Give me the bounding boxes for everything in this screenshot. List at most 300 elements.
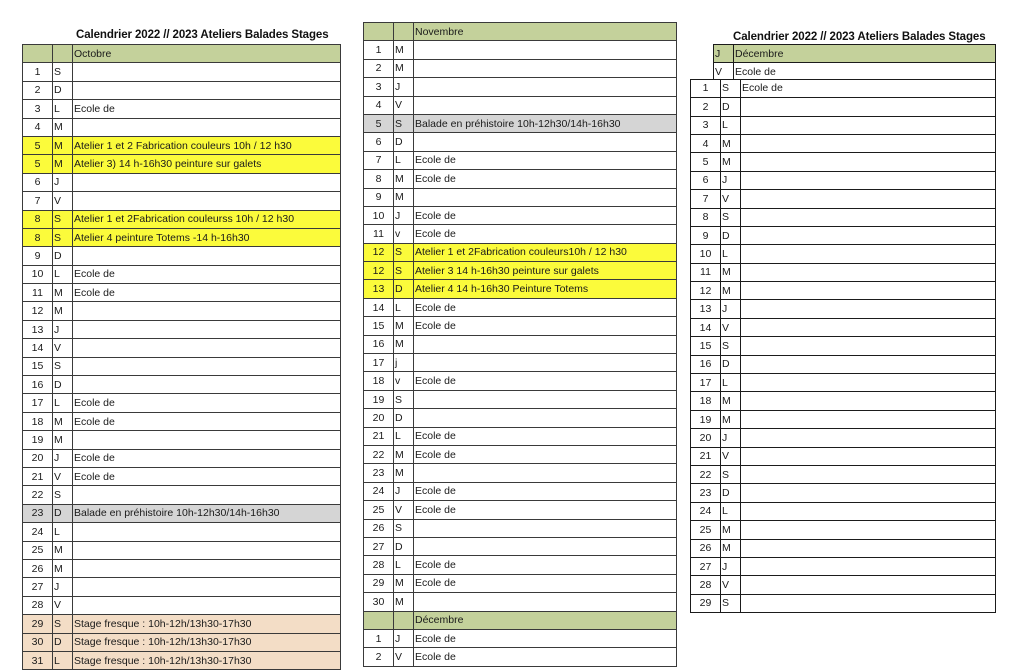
weekday-letter: S <box>721 79 741 97</box>
calendar-row <box>691 134 996 152</box>
event-text <box>741 466 996 484</box>
calendar-row <box>23 541 341 559</box>
weekday-letter: J <box>394 206 414 224</box>
event-text <box>73 320 341 338</box>
event-text <box>741 263 996 281</box>
novembre-rows <box>364 23 677 667</box>
calendar-row <box>23 376 341 394</box>
weekday-letter: M <box>53 302 73 320</box>
event-text: Ecole de <box>414 225 677 243</box>
weekday-letter: M <box>53 284 73 302</box>
day-number: 25 <box>364 501 394 519</box>
event-text <box>73 173 341 191</box>
day-number: 22 <box>364 445 394 463</box>
weekday-letter: L <box>53 651 73 669</box>
calendar-row <box>691 337 996 355</box>
day-number: 27 <box>691 557 721 575</box>
day-number: 24 <box>691 502 721 520</box>
weekday-letter: M <box>53 155 73 173</box>
weekday-letter: M <box>721 392 741 410</box>
day-number: 27 <box>364 537 394 555</box>
weekday-letter: L <box>721 502 741 520</box>
weekday-letter: M <box>394 41 414 59</box>
day-number: 13 <box>23 320 53 338</box>
month-header-row <box>23 45 341 63</box>
event-text: Ecole de <box>73 100 341 118</box>
event-text <box>741 355 996 373</box>
day-number: 12 <box>364 262 394 280</box>
event-text: Atelier 3 14 h-16h30 peinture sur galets <box>414 262 677 280</box>
weekday-letter <box>53 45 73 63</box>
calendar-row <box>691 300 996 318</box>
octobre-grid <box>22 44 341 670</box>
day-number: 17 <box>364 354 394 372</box>
weekday-letter: D <box>394 537 414 555</box>
weekday-letter: M <box>53 431 73 449</box>
weekday-letter: L <box>53 265 73 283</box>
calendar-row <box>364 243 677 261</box>
calendar-row <box>364 519 677 537</box>
calendar-row <box>691 208 996 226</box>
event-text <box>741 282 996 300</box>
day-number: 26 <box>364 519 394 537</box>
calendar-row <box>364 317 677 335</box>
calendar-row <box>23 651 341 669</box>
day-number: 15 <box>23 357 53 375</box>
day-number: 8 <box>364 170 394 188</box>
day-number: 11 <box>23 284 53 302</box>
event-text <box>73 431 341 449</box>
calendar-table-novembre <box>363 22 677 667</box>
day-number: 9 <box>23 247 53 265</box>
weekday-letter: V <box>394 501 414 519</box>
event-text <box>73 81 341 99</box>
calendar-row <box>364 188 677 206</box>
calendar-row <box>23 100 341 118</box>
event-text <box>741 594 996 612</box>
day-number: 18 <box>23 412 53 430</box>
weekday-letter: D <box>721 355 741 373</box>
calendar-row <box>691 282 996 300</box>
day-number: 31 <box>23 651 53 669</box>
weekday-letter: M <box>721 153 741 171</box>
calendar-row <box>364 537 677 555</box>
event-text <box>73 247 341 265</box>
weekday-letter: J <box>714 45 734 63</box>
event-text <box>414 409 677 427</box>
calendar-row <box>23 431 341 449</box>
calendar-row <box>23 504 341 522</box>
calendar-row <box>364 629 677 647</box>
calendar-row <box>23 173 341 191</box>
weekday-letter: M <box>53 559 73 577</box>
event-text: Atelier 4 14 h-16h30 Peinture Totems <box>414 280 677 298</box>
calendar-row <box>364 409 677 427</box>
day-number: 23 <box>364 464 394 482</box>
weekday-letter: M <box>721 134 741 152</box>
day-number: 16 <box>23 376 53 394</box>
calendar-row <box>691 245 996 263</box>
calendar-row <box>364 574 677 592</box>
weekday-letter: S <box>394 262 414 280</box>
weekday-letter: V <box>53 339 73 357</box>
day-number: 29 <box>691 594 721 612</box>
weekday-letter: S <box>721 466 741 484</box>
weekday-letter: J <box>53 173 73 191</box>
weekday-letter: M <box>394 593 414 611</box>
day-number: 14 <box>23 339 53 357</box>
calendar-row <box>691 190 996 208</box>
day-number: 2 <box>691 98 721 116</box>
calendar-row <box>364 78 677 96</box>
month-header-row <box>364 23 677 41</box>
day-number: 21 <box>23 467 53 485</box>
weekday-letter: S <box>394 114 414 132</box>
event-text: Balade en préhistoire 10h-12h30/14h-16h30 <box>73 504 341 522</box>
calendar-row <box>691 98 996 116</box>
calendar-row <box>364 445 677 463</box>
event-text: Ecole de <box>414 170 677 188</box>
day-number: 14 <box>364 298 394 316</box>
event-text <box>73 578 341 596</box>
day-number: 28 <box>364 556 394 574</box>
calendar-row <box>691 502 996 520</box>
calendar-row <box>691 263 996 281</box>
weekday-letter: S <box>53 357 73 375</box>
event-text: Ecole de <box>414 482 677 500</box>
calendar-row <box>23 559 341 577</box>
calendar-row <box>23 523 341 541</box>
weekday-letter: L <box>394 298 414 316</box>
day-number: 8 <box>23 210 53 228</box>
day-number: 11 <box>691 263 721 281</box>
calendar-row <box>364 501 677 519</box>
month-label: Octobre <box>73 45 341 63</box>
weekday-letter: D <box>721 484 741 502</box>
day-number: 25 <box>23 541 53 559</box>
day-number: 7 <box>691 190 721 208</box>
event-text: Ecole de <box>414 206 677 224</box>
weekday-letter: M <box>394 574 414 592</box>
month-header-row <box>714 45 996 63</box>
weekday-letter: D <box>394 280 414 298</box>
event-text: Ecole de <box>73 394 341 412</box>
day-number: 17 <box>691 374 721 392</box>
month-label: Décembre <box>734 45 996 63</box>
weekday-letter: S <box>53 63 73 81</box>
event-text: Stage fresque : 10h-12h/13h30-17h30 <box>73 633 341 651</box>
event-text <box>741 392 996 410</box>
calendar-row <box>691 79 996 97</box>
day-number: 16 <box>364 335 394 353</box>
month-label: Décembre <box>414 611 677 629</box>
calendar-row <box>691 318 996 336</box>
day-number: 10 <box>23 265 53 283</box>
calendar-row <box>23 633 341 651</box>
day-number: 12 <box>364 243 394 261</box>
event-text: Ecole de <box>734 63 996 81</box>
decembre-offset-rows <box>714 45 996 82</box>
calendar-row <box>23 449 341 467</box>
calendar-row <box>23 228 341 246</box>
weekday-letter: D <box>721 226 741 244</box>
weekday-letter: J <box>53 578 73 596</box>
weekday-letter: J <box>394 629 414 647</box>
day-number: 18 <box>364 372 394 390</box>
event-text <box>414 335 677 353</box>
day-number: 1 <box>364 41 394 59</box>
weekday-letter: M <box>394 188 414 206</box>
event-text <box>741 410 996 428</box>
calendar-row <box>691 171 996 189</box>
day-number: 5 <box>364 114 394 132</box>
calendar-row <box>23 467 341 485</box>
calendar-row <box>691 557 996 575</box>
calendar-row <box>23 192 341 210</box>
calendar-row <box>691 410 996 428</box>
day-number: 13 <box>691 300 721 318</box>
weekday-letter: V <box>53 192 73 210</box>
weekday-letter: V <box>721 447 741 465</box>
weekday-letter: D <box>394 409 414 427</box>
weekday-letter: M <box>721 282 741 300</box>
calendar-row <box>691 447 996 465</box>
calendar-row <box>691 153 996 171</box>
calendar-row <box>364 280 677 298</box>
calendar-row <box>691 484 996 502</box>
weekday-letter: M <box>394 464 414 482</box>
month-header-row <box>364 611 677 629</box>
day-number: 19 <box>23 431 53 449</box>
day-number: 17 <box>23 394 53 412</box>
weekday-letter: L <box>53 100 73 118</box>
day-number: 16 <box>691 355 721 373</box>
day-number: 27 <box>23 578 53 596</box>
month-label: Novembre <box>414 23 677 41</box>
event-text <box>73 541 341 559</box>
day-number: 28 <box>23 596 53 614</box>
event-text <box>741 337 996 355</box>
day-number: 21 <box>364 427 394 445</box>
day-number: 26 <box>23 559 53 577</box>
event-text <box>73 63 341 81</box>
calendar-row <box>23 339 341 357</box>
event-text: Stage fresque : 10h-12h/13h30-17h30 <box>73 615 341 633</box>
day-number: 20 <box>364 409 394 427</box>
event-text: Ecole de <box>73 412 341 430</box>
page-title-right: Calendrier 2022 // 2023 Ateliers Balades Stages <box>733 31 986 43</box>
calendar-row <box>364 133 677 151</box>
weekday-letter: D <box>721 98 741 116</box>
day-number: 14 <box>691 318 721 336</box>
event-text <box>414 390 677 408</box>
calendar-row <box>364 96 677 114</box>
calendar-row <box>364 390 677 408</box>
event-text <box>414 133 677 151</box>
event-text <box>741 447 996 465</box>
calendar-row <box>23 302 341 320</box>
calendar-row <box>23 247 341 265</box>
day-number: 23 <box>23 504 53 522</box>
calendar-row <box>364 593 677 611</box>
day-number: 2 <box>364 648 394 666</box>
event-text: Ecole de <box>414 445 677 463</box>
weekday-letter: v <box>394 225 414 243</box>
calendar-row <box>364 648 677 666</box>
calendar-row <box>691 392 996 410</box>
day-number: 5 <box>691 153 721 171</box>
event-text: Ecole de <box>414 151 677 169</box>
event-text: Ecole de <box>414 574 677 592</box>
day-number <box>364 23 394 41</box>
weekday-letter: L <box>721 116 741 134</box>
weekday-letter: M <box>394 445 414 463</box>
weekday-letter: S <box>721 337 741 355</box>
day-number: 30 <box>23 633 53 651</box>
event-text <box>414 96 677 114</box>
day-number: 25 <box>691 521 721 539</box>
day-number: 9 <box>364 188 394 206</box>
calendar-row <box>691 226 996 244</box>
day-number: 6 <box>364 133 394 151</box>
event-text: Ecole de <box>414 372 677 390</box>
weekday-letter: J <box>53 320 73 338</box>
event-text <box>414 537 677 555</box>
event-text <box>73 376 341 394</box>
event-text <box>741 429 996 447</box>
day-number: 3 <box>23 100 53 118</box>
weekday-letter: L <box>721 245 741 263</box>
calendar-row <box>23 615 341 633</box>
event-text <box>73 559 341 577</box>
weekday-letter: J <box>721 429 741 447</box>
day-number: 19 <box>691 410 721 428</box>
day-number: 2 <box>23 81 53 99</box>
calendar-row <box>364 298 677 316</box>
weekday-letter: D <box>53 81 73 99</box>
day-number: 18 <box>691 392 721 410</box>
weekday-letter: V <box>721 318 741 336</box>
calendar-row <box>23 63 341 81</box>
calendar-row <box>364 151 677 169</box>
day-number <box>23 45 53 63</box>
event-text: Stage fresque : 10h-12h/13h30-17h30 <box>73 651 341 669</box>
day-number: 12 <box>691 282 721 300</box>
weekday-letter <box>394 23 414 41</box>
day-number: 3 <box>364 78 394 96</box>
event-text <box>73 192 341 210</box>
event-text: Ecole de <box>414 648 677 666</box>
event-text <box>741 557 996 575</box>
day-number: 4 <box>691 134 721 152</box>
event-text <box>414 59 677 77</box>
event-text: Atelier 4 peinture Totems -14 h-16h30 <box>73 228 341 246</box>
weekday-letter: S <box>53 486 73 504</box>
decembre-rows <box>691 79 996 612</box>
calendar-row <box>691 466 996 484</box>
calendar-row <box>23 265 341 283</box>
weekday-letter: J <box>394 78 414 96</box>
day-number: 28 <box>691 576 721 594</box>
day-number: 30 <box>364 593 394 611</box>
day-number: 11 <box>364 225 394 243</box>
day-number: 10 <box>364 206 394 224</box>
day-number: 5 <box>23 136 53 154</box>
weekday-letter: S <box>394 390 414 408</box>
day-number: 19 <box>364 390 394 408</box>
day-number: 24 <box>23 523 53 541</box>
day-number: 3 <box>691 116 721 134</box>
weekday-letter: j <box>394 354 414 372</box>
event-text <box>414 464 677 482</box>
event-text <box>73 302 341 320</box>
event-text: Atelier 1 et 2Fabrication couleurs10h / 12 h30 <box>414 243 677 261</box>
day-number: 26 <box>691 539 721 557</box>
weekday-letter: M <box>53 118 73 136</box>
day-number: 29 <box>364 574 394 592</box>
weekday-letter: v <box>394 372 414 390</box>
calendar-row <box>23 486 341 504</box>
event-text: Ecole de <box>414 501 677 519</box>
calendar-row <box>691 429 996 447</box>
calendar-row <box>364 262 677 280</box>
event-text <box>741 208 996 226</box>
weekday-letter: S <box>53 615 73 633</box>
calendar-row <box>364 427 677 445</box>
day-number: 1 <box>23 63 53 81</box>
weekday-letter: M <box>394 59 414 77</box>
weekday-letter: V <box>394 648 414 666</box>
day-number: 20 <box>23 449 53 467</box>
weekday-letter: L <box>394 427 414 445</box>
day-number <box>364 611 394 629</box>
calendar-row <box>23 81 341 99</box>
event-text <box>741 374 996 392</box>
event-text: Ecole de <box>414 556 677 574</box>
event-text <box>741 576 996 594</box>
calendar-row <box>364 59 677 77</box>
event-text: Ecole de <box>414 427 677 445</box>
event-text <box>414 188 677 206</box>
calendar-row <box>364 206 677 224</box>
event-text: Balade en préhistoire 10h-12h30/14h-16h30 <box>414 114 677 132</box>
calendar-table-octobre <box>22 44 341 670</box>
weekday-letter: J <box>721 557 741 575</box>
day-number: 15 <box>691 337 721 355</box>
weekday-letter: M <box>53 136 73 154</box>
weekday-letter: D <box>394 133 414 151</box>
calendar-row <box>364 225 677 243</box>
day-number: 7 <box>23 192 53 210</box>
weekday-letter: V <box>714 63 734 81</box>
calendar-row <box>23 357 341 375</box>
calendar-table-decembre <box>690 79 996 613</box>
calendar-row <box>364 354 677 372</box>
calendar-row <box>691 576 996 594</box>
weekday-letter: V <box>53 467 73 485</box>
weekday-letter: V <box>721 190 741 208</box>
weekday-letter: M <box>394 317 414 335</box>
event-text <box>741 116 996 134</box>
weekday-letter: J <box>721 171 741 189</box>
calendar-row <box>23 284 341 302</box>
day-number: 1 <box>364 629 394 647</box>
calendar-row <box>23 155 341 173</box>
event-text <box>741 190 996 208</box>
weekday-letter <box>394 611 414 629</box>
calendar-row <box>23 210 341 228</box>
weekday-letter: V <box>721 576 741 594</box>
